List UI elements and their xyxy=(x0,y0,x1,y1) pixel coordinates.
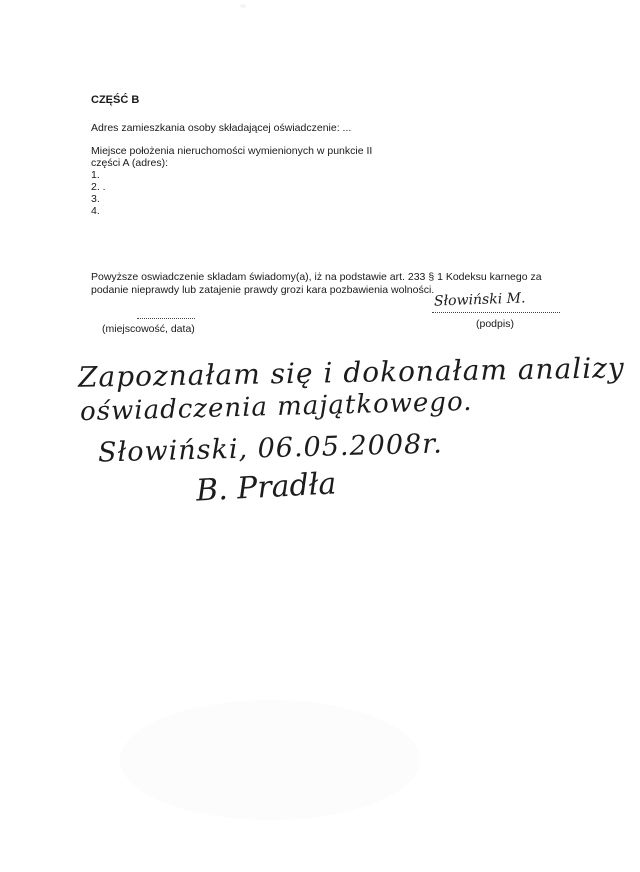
scan-shadow xyxy=(120,700,420,820)
statement-line2: podanie nieprawdy lub zatajenie prawdy grozi kara pozbawienia wolności. xyxy=(91,284,435,296)
property-location-label-line1: Miejsce położenia nieruchomości wymienionych w punkcie II xyxy=(91,145,373,157)
place-date-caption: (miejscowość, data) xyxy=(102,323,195,335)
handwritten-place-date: Słowiński, 06.05.2008r. xyxy=(97,428,444,469)
list-item: 4. xyxy=(91,205,100,217)
top-handwritten-signature: Słowiński M. xyxy=(433,290,526,310)
handwritten-note-line1: Zapoznałam się i dokonałam analizy xyxy=(77,351,625,394)
property-location-label-line2: części A (adres): xyxy=(91,157,169,169)
list-item: 2. . xyxy=(91,181,106,193)
scan-speck xyxy=(240,4,246,8)
section-heading: CZĘŚĆ B xyxy=(91,94,140,106)
handwritten-note-line2: oświadczenia majątkowego. xyxy=(79,386,473,428)
signature-dotted-line xyxy=(432,312,560,313)
handwritten-signature: B. Pradła xyxy=(195,466,338,509)
signature-caption: (podpis) xyxy=(476,318,514,330)
address-label: Adres zamieszkania osoby składającej oświadczenie: ... xyxy=(91,122,352,134)
statement-line1: Powyższe oswiadczenie skladam świadomy(a), iż na podstawie art. 233 § 1 Kodeksu karnego za xyxy=(91,271,542,283)
place-date-dotted-line xyxy=(137,318,195,319)
list-item: 1. xyxy=(91,169,100,181)
list-item: 3. xyxy=(91,193,100,205)
